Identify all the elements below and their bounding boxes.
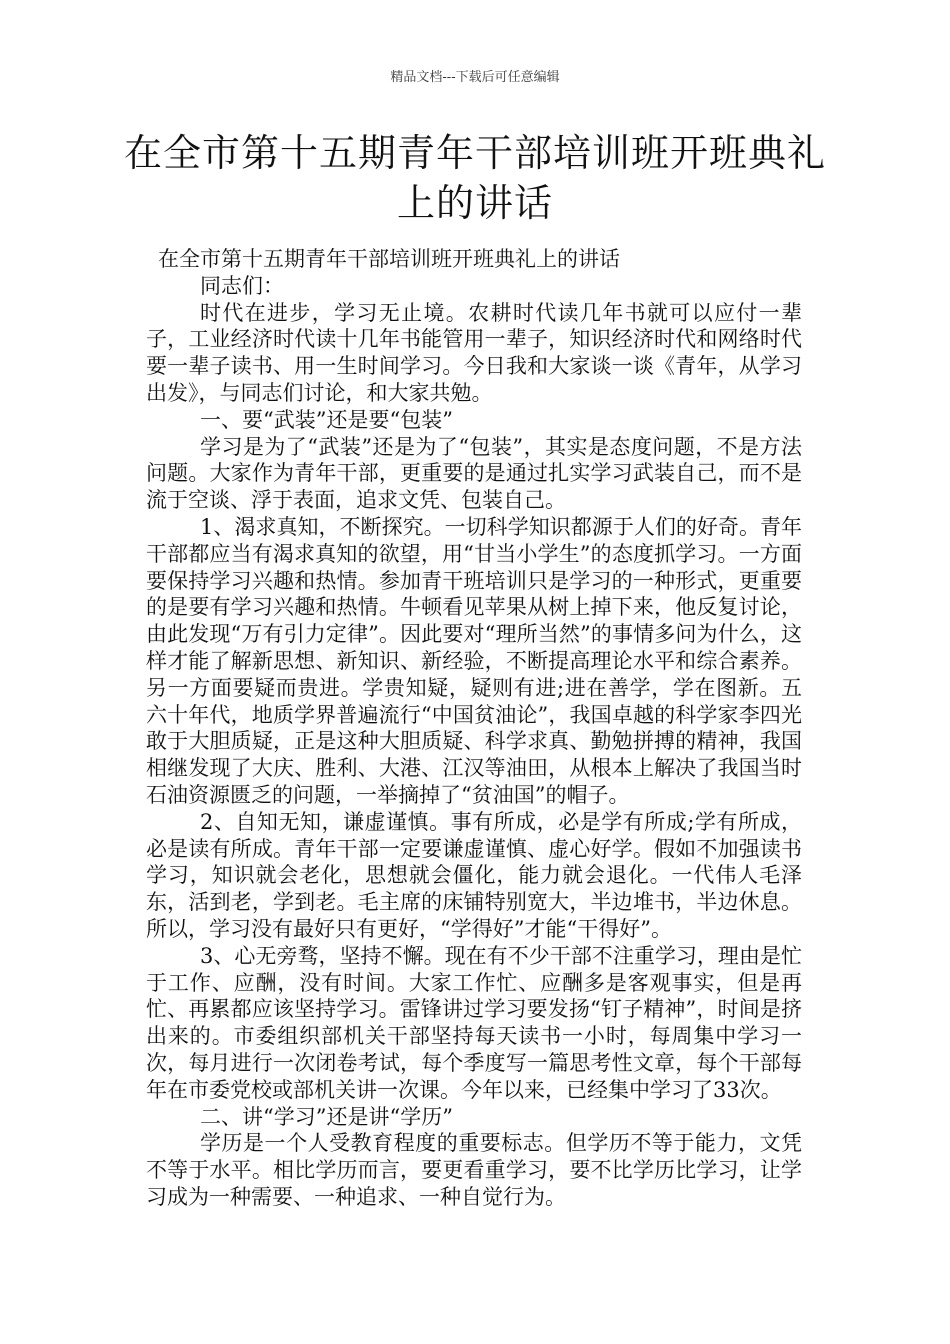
paragraph: 2、自知无知，谦虚谨慎。事有所成，必是学有所成;学有所成，必是读有所成。青年干部一定要谦虚谨慎、虚心好学。假如不加强读书学习，知识就会老化，思想就会僵化，能力就会退化。一代伟人毛泽东，活到老，学到老。毛主席的床铺特别宽大，半边堆书，半边休息。所以，学习没有最好只有更好，“学得好”才能“干得好”。 [146, 809, 802, 941]
paragraph-intro: 时代在进步，学习无止境。农耕时代读几年书就可以应付一辈子，工业经济时代读十几年书能管用一辈子，知识经济时代和网络时代要一辈子读书、用一生时间学习。今日我和大家谈一谈《青年，从学习出发》，与同志们讨论，和大家共勉。 [146, 300, 802, 405]
greeting: 同志们： [200, 273, 284, 298]
section-heading-1: 一、要“武装”还是要“包装” [200, 407, 453, 432]
document-title [110, 128, 840, 228]
section-heading-2: 二、讲“学习”还是讲“学历” [200, 1104, 453, 1129]
paragraph: 学历是一个人受教育程度的重要标志。但学历不等于能力，文凭不等于水平。相比学历而言，要更看重学习，要不比学历比学习，让学习成为一种需要、一种追求、一种自觉行为。 [146, 1131, 802, 1209]
document-body [146, 246, 802, 1211]
page-header: 精品文档---下载后可任意编辑 [390, 70, 560, 85]
paragraph: 3、心无旁骛，坚持不懈。现在有不少干部不注重学习，理由是忙于工作、应酬，没有时间。大家工作忙、应酬多是客观事实，但是再忙、再累都应该坚持学习。雷锋讲过学习要发扬“钉子精神”，时间是挤出来的。市委组织部机关干部坚持每天读书一小时，每周集中学习一次，每月进行一次闭卷考试，每个季度写一篇思考性文章，每个干部每年在市委党校或部机关讲一次课。今年以来，已经集中学习了33次。 [146, 943, 802, 1102]
paragraph: 1、渴求真知，不断探究。一切科学知识都源于人们的好奇。青年干部都应当有渴求真知的欲望，用“甘当小学生”的态度抓学习。一方面要保持学习兴趣和热情。参加青干班培训只是学习的一种形式，更重要的是要有学习兴趣和热情。牛顿看见苹果从树上掉下来，他反复讨论，由此发现“万有引力定律”。因此要对“理所当然”的事情多问为什么，这样才能了解新思想、新知识、新经验，不断提高理论水平和综合素养。另一方面要疑而贵进。学贵知疑，疑则有进;进在善学，学在图新。五六十年代，地质学界普遍流行“中国贫油论”，我国卓越的科学家李四光敢于大胆质疑，正是这种大胆质疑、科学求真、勤勉拼搏的精神，我国相继发现了大庆、胜利、大港、江汉等油田，从根本上解决了我国当时石油资源匮乏的问题，一举摘掉了“贫油国”的帽子。 [146, 514, 802, 807]
subtitle: 在全市第十五期青年干部培训班开班典礼上的讲话 [158, 247, 620, 271]
title-line-2: 上的讲话 [396, 181, 553, 225]
paragraph: 学习是为了“武装”还是为了“包装”，其实是态度问题，不是方法问题。大家作为青年干部，更重要的是通过扎实学习武装自己，而不是流于空谈、浮于表面，追求文凭、包装自己。 [146, 434, 802, 513]
title-line-1: 在全市第十五期青年干部培训班开班典礼 [123, 131, 826, 175]
